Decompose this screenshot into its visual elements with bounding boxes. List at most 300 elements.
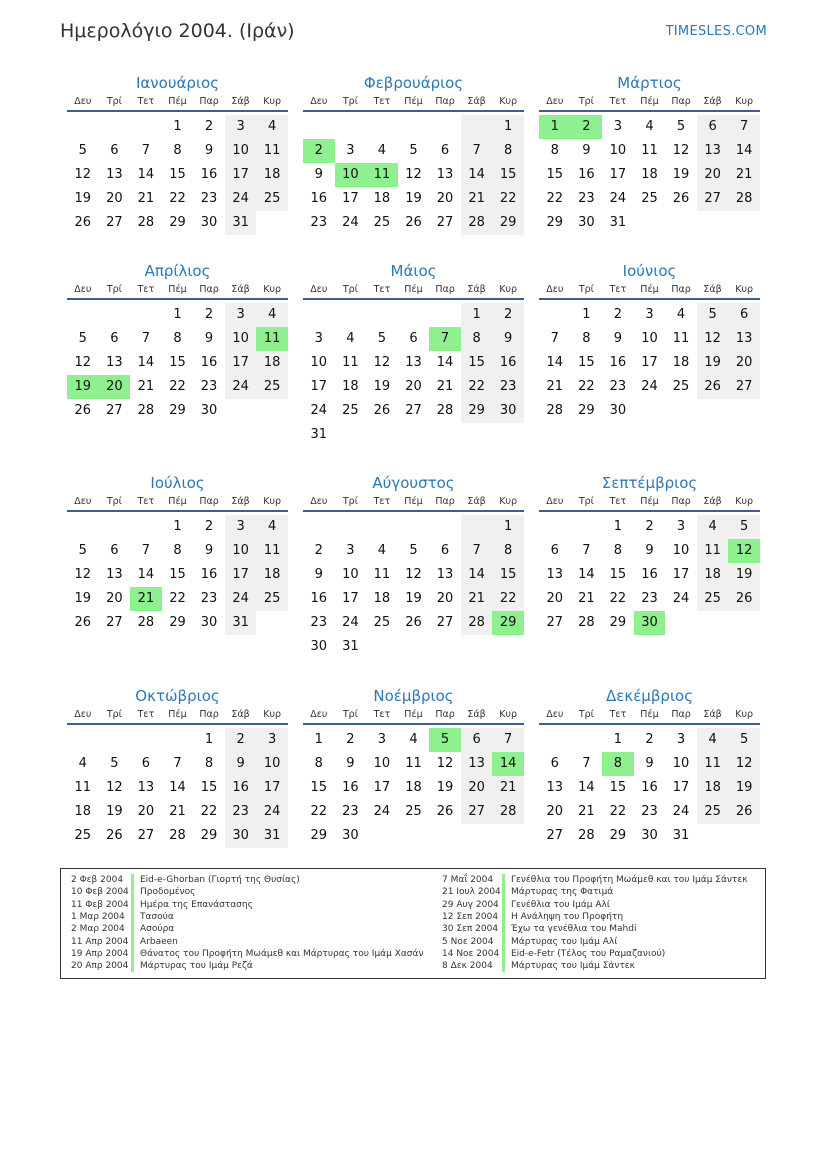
day-cell: 14 xyxy=(461,563,493,587)
empty-day-cell xyxy=(492,824,524,848)
day-cell: 29 xyxy=(609,828,627,843)
day-cell: 24 xyxy=(256,800,288,824)
day-cell: 27 xyxy=(697,187,729,211)
empty-day-cell xyxy=(335,303,367,327)
weekday-label: Δευ xyxy=(74,709,92,720)
day-cell: 26 xyxy=(74,615,92,630)
day-cell: 11 xyxy=(373,567,391,582)
day-cell: 2 xyxy=(314,543,323,558)
day-cell: 10 xyxy=(256,752,288,776)
weekday-label: Δευ xyxy=(310,709,328,720)
weekday-label: Τρί xyxy=(578,709,594,720)
day-cell: 9 xyxy=(225,752,257,776)
weekday-label: Σάβ xyxy=(467,284,486,295)
weekday-label: Τετ xyxy=(137,496,155,507)
empty-day-cell xyxy=(665,211,697,235)
day-cell: 21 xyxy=(137,191,155,206)
holiday-date: 30 Σεπ 2004 xyxy=(442,924,499,935)
holiday-row xyxy=(442,948,748,960)
day-cell: 13 xyxy=(728,327,760,351)
day-cell: 3 xyxy=(225,515,257,539)
days-grid xyxy=(539,515,760,635)
day-cell: 15 xyxy=(200,780,218,795)
day-cell: 14 xyxy=(137,355,155,370)
weekday-header xyxy=(303,94,524,112)
day-cell: 16 xyxy=(342,780,359,795)
weekday-label: Τρί xyxy=(342,284,358,295)
empty-day-cell xyxy=(398,515,430,539)
day-cell: 16 xyxy=(492,351,524,375)
empty-day-cell xyxy=(728,824,760,848)
holidays-list xyxy=(60,868,766,979)
day-cell: 6 xyxy=(550,543,559,558)
weekday-label: Δευ xyxy=(310,96,328,107)
day-cell: 13 xyxy=(137,780,155,795)
day-cell: 22 xyxy=(492,187,524,211)
holiday-date: 14 Νοε 2004 xyxy=(442,948,500,959)
weekday-label: Σάβ xyxy=(231,96,250,107)
weekday-label: Παρ xyxy=(199,496,219,507)
holiday-row xyxy=(71,911,423,923)
empty-day-cell xyxy=(225,399,257,423)
weekday-label: Πέμ xyxy=(404,496,423,507)
day-cell: 6 xyxy=(440,143,450,158)
month-title: Σεπτέμβριος xyxy=(601,474,698,492)
day-cell: 5 xyxy=(676,119,686,134)
day-cell: 8 xyxy=(602,752,634,776)
day-cell: 17 xyxy=(609,167,627,182)
day-cell: 11 xyxy=(366,163,398,187)
day-cell: 28 xyxy=(578,615,595,630)
day-cell: 9 xyxy=(645,756,654,771)
day-cell: 17 xyxy=(672,567,690,582)
day-cell: 29 xyxy=(578,403,595,418)
day-cell: 14 xyxy=(578,567,595,582)
empty-day-cell xyxy=(697,611,729,635)
day-cell: 25 xyxy=(697,800,729,824)
day-cell: 2 xyxy=(346,732,355,747)
day-cell: 21 xyxy=(137,379,155,394)
day-cell: 19 xyxy=(697,351,729,375)
weekday-label: Πέμ xyxy=(168,496,187,507)
holiday-marker xyxy=(131,899,134,911)
holiday-name: Ημέρα της Επανάστασης xyxy=(140,899,253,910)
empty-day-cell xyxy=(335,423,367,447)
day-cell: 18 xyxy=(256,163,288,187)
day-cell: 6 xyxy=(110,331,119,346)
day-cell: 23 xyxy=(342,804,359,819)
day-cell: 17 xyxy=(310,379,328,394)
weekday-label: Κυρ xyxy=(499,709,518,720)
day-cell: 9 xyxy=(204,143,214,158)
holiday-marker xyxy=(502,911,505,923)
empty-day-cell xyxy=(398,115,430,139)
day-cell: 21 xyxy=(436,379,454,394)
day-cell: 20 xyxy=(461,776,493,800)
empty-day-cell xyxy=(492,423,524,447)
day-cell: 20 xyxy=(436,191,454,206)
day-cell: 4 xyxy=(256,115,288,139)
day-cell: 9 xyxy=(645,543,654,558)
day-cell: 7 xyxy=(173,756,182,771)
day-cell: 5 xyxy=(728,728,760,752)
holiday-date: 8 Δεκ 2004 xyxy=(442,961,493,972)
day-cell: 22 xyxy=(169,191,186,206)
day-cell: 26 xyxy=(106,828,123,843)
day-cell: 2 xyxy=(204,307,214,322)
empty-day-cell xyxy=(335,115,367,139)
weekday-label: Παρ xyxy=(435,96,455,107)
day-cell: 6 xyxy=(110,143,119,158)
weekday-label: Παρ xyxy=(435,709,455,720)
day-cell: 1 xyxy=(539,115,571,139)
day-cell: 24 xyxy=(310,403,328,418)
holiday-date: 5 Νοε 2004 xyxy=(442,936,494,947)
empty-day-cell xyxy=(398,824,430,848)
day-cell: 23 xyxy=(200,591,218,606)
day-cell: 19 xyxy=(74,591,92,606)
day-cell: 9 xyxy=(582,143,591,158)
weekday-label: Κυρ xyxy=(499,284,518,295)
day-cell: 10 xyxy=(672,543,690,558)
page-title: Ημερολόγιο 2004. (Ιράν) xyxy=(60,20,295,42)
day-cell: 5 xyxy=(78,143,87,158)
day-cell: 16 xyxy=(200,167,218,182)
day-cell: 8 xyxy=(314,756,323,771)
day-cell: 12 xyxy=(74,355,92,370)
day-cell: 4 xyxy=(645,119,654,134)
day-cell: 24 xyxy=(225,375,257,399)
month-title: Απρίλιος xyxy=(144,262,211,280)
weekday-label: Σάβ xyxy=(703,96,722,107)
holiday-date: 12 Σεπ 2004 xyxy=(442,912,499,923)
holiday-marker xyxy=(502,899,505,911)
holiday-date: 19 Απρ 2004 xyxy=(71,948,129,959)
weekday-label: Πέμ xyxy=(168,709,187,720)
holiday-date: 1 Μαρ 2004 xyxy=(71,912,125,923)
weekday-label: Δευ xyxy=(546,496,564,507)
empty-day-cell xyxy=(99,515,131,539)
empty-day-cell xyxy=(697,211,729,235)
holiday-marker xyxy=(502,886,505,898)
day-cell: 23 xyxy=(492,375,524,399)
day-cell: 10 xyxy=(672,756,690,771)
day-cell: 9 xyxy=(314,167,323,182)
weekday-header xyxy=(539,494,760,512)
weekday-label: Δευ xyxy=(74,96,92,107)
days-grid xyxy=(303,303,524,447)
day-cell: 23 xyxy=(200,191,218,206)
empty-day-cell xyxy=(461,423,493,447)
weekday-label: Κυρ xyxy=(263,284,282,295)
day-cell: 19 xyxy=(436,780,454,795)
day-cell: 2 xyxy=(225,728,257,752)
day-cell: 3 xyxy=(346,143,355,158)
day-cell: 1 xyxy=(173,119,182,134)
day-cell: 15 xyxy=(310,780,328,795)
day-cell: 3 xyxy=(225,303,257,327)
empty-day-cell xyxy=(303,515,335,539)
holiday-name: Γενέθλια του Ιμάμ Αλί xyxy=(511,899,610,910)
weekday-label: Πέμ xyxy=(640,496,659,507)
day-cell: 22 xyxy=(609,804,627,819)
day-cell: 12 xyxy=(373,355,391,370)
day-cell: 23 xyxy=(609,379,627,394)
weekday-label: Τετ xyxy=(609,284,627,295)
day-cell: 29 xyxy=(546,215,564,230)
day-cell: 20 xyxy=(106,591,123,606)
day-cell: 1 xyxy=(204,732,214,747)
day-cell: 15 xyxy=(169,567,186,582)
holidays-column-left xyxy=(71,874,423,972)
holiday-name: Θάνατος του Προφήτη Μωάμεθ και Μάρτυρας του Ιμάμ Χασάν xyxy=(140,948,424,959)
empty-day-cell xyxy=(366,423,398,447)
day-cell: 14 xyxy=(137,567,155,582)
day-cell: 27 xyxy=(436,615,454,630)
day-cell: 10 xyxy=(225,539,257,563)
day-cell: 30 xyxy=(492,399,524,423)
day-cell: 7 xyxy=(141,543,151,558)
holiday-name: Arbaeen xyxy=(140,936,178,947)
day-cell: 9 xyxy=(346,756,355,771)
day-cell: 24 xyxy=(342,615,359,630)
day-cell: 2 xyxy=(204,119,214,134)
day-cell: 30 xyxy=(225,824,257,848)
days-grid xyxy=(303,115,524,235)
holiday-date: 7 Μαΐ 2004 xyxy=(442,875,494,886)
day-cell: 4 xyxy=(377,143,387,158)
day-cell: 27 xyxy=(546,615,564,630)
day-cell: 17 xyxy=(225,351,257,375)
day-cell: 25 xyxy=(672,379,690,394)
empty-day-cell xyxy=(99,303,131,327)
weekday-label: Τετ xyxy=(373,496,391,507)
day-cell: 29 xyxy=(200,828,218,843)
day-cell: 5 xyxy=(377,331,387,346)
weekday-label: Κυρ xyxy=(735,284,754,295)
weekday-label: Τρί xyxy=(106,96,122,107)
empty-day-cell xyxy=(398,303,430,327)
day-cell: 8 xyxy=(461,327,493,351)
empty-day-cell xyxy=(539,515,571,539)
empty-day-cell xyxy=(256,211,288,235)
day-cell: 1 xyxy=(461,303,493,327)
day-cell: 12 xyxy=(74,567,92,582)
day-cell: 28 xyxy=(578,828,595,843)
empty-day-cell xyxy=(697,399,729,423)
empty-day-cell xyxy=(429,115,461,139)
day-cell: 27 xyxy=(106,215,123,230)
month-block xyxy=(67,685,288,848)
weekday-label: Τετ xyxy=(137,709,155,720)
weekday-label: Τρί xyxy=(106,284,122,295)
weekday-label: Κυρ xyxy=(735,709,754,720)
empty-day-cell xyxy=(697,824,729,848)
month-block xyxy=(539,472,760,635)
day-cell: 13 xyxy=(546,780,564,795)
weekday-header xyxy=(67,707,288,725)
day-cell: 19 xyxy=(405,591,422,606)
day-cell: 28 xyxy=(461,611,493,635)
day-cell: 4 xyxy=(78,756,87,771)
weekday-label: Τρί xyxy=(342,709,358,720)
day-cell: 17 xyxy=(672,780,690,795)
day-cell: 15 xyxy=(169,167,186,182)
day-cell: 26 xyxy=(74,215,92,230)
day-cell: 11 xyxy=(672,331,690,346)
day-cell: 24 xyxy=(672,804,690,819)
day-cell: 13 xyxy=(461,752,493,776)
holiday-date: 11 Απρ 2004 xyxy=(71,936,129,947)
holiday-marker xyxy=(131,886,134,898)
empty-day-cell xyxy=(366,303,398,327)
empty-day-cell xyxy=(461,824,493,848)
holiday-row xyxy=(442,886,748,898)
holiday-marker xyxy=(502,935,505,947)
day-cell: 19 xyxy=(405,191,422,206)
weekday-label: Τρί xyxy=(578,284,594,295)
day-cell: 8 xyxy=(173,331,182,346)
day-cell: 23 xyxy=(641,591,658,606)
day-cell: 8 xyxy=(550,143,559,158)
day-cell: 29 xyxy=(169,215,186,230)
day-cell: 21 xyxy=(461,587,493,611)
day-cell: 20 xyxy=(546,591,564,606)
empty-day-cell xyxy=(571,728,603,752)
day-cell: 25 xyxy=(373,215,391,230)
weekday-label: Τρί xyxy=(578,496,594,507)
day-cell: 28 xyxy=(137,615,155,630)
day-cell: 14 xyxy=(169,780,186,795)
holiday-marker xyxy=(131,935,134,947)
day-cell: 18 xyxy=(342,379,359,394)
month-block xyxy=(303,72,524,235)
empty-day-cell xyxy=(492,635,524,659)
days-grid xyxy=(539,728,760,848)
holiday-marker xyxy=(502,960,505,972)
holiday-row xyxy=(442,911,748,923)
days-grid xyxy=(539,115,760,235)
day-cell: 2 xyxy=(204,519,214,534)
weekday-header xyxy=(67,494,288,512)
day-cell: 22 xyxy=(169,591,186,606)
day-cell: 13 xyxy=(106,355,123,370)
holiday-row xyxy=(71,923,423,935)
day-cell: 12 xyxy=(728,752,760,776)
day-cell: 18 xyxy=(373,191,391,206)
day-cell: 5 xyxy=(697,303,729,327)
empty-day-cell xyxy=(571,515,603,539)
weekday-label: Πέμ xyxy=(404,709,423,720)
day-cell: 16 xyxy=(200,567,218,582)
month-block xyxy=(67,260,288,423)
empty-day-cell xyxy=(303,303,335,327)
holidays-column-right xyxy=(442,874,748,972)
day-cell: 5 xyxy=(409,543,418,558)
day-cell: 11 xyxy=(697,539,729,563)
holiday-row xyxy=(442,960,748,972)
holiday-name: Μάρτυρας του Ιμάμ Αλί xyxy=(511,936,618,947)
day-cell: 18 xyxy=(697,776,729,800)
day-cell: 23 xyxy=(578,191,595,206)
day-cell: 28 xyxy=(492,800,524,824)
day-cell: 17 xyxy=(641,355,658,370)
weekday-header xyxy=(303,282,524,300)
day-cell: 13 xyxy=(546,567,564,582)
empty-day-cell xyxy=(728,399,760,423)
holiday-marker xyxy=(131,960,134,972)
day-cell: 19 xyxy=(728,776,760,800)
day-cell: 9 xyxy=(204,331,214,346)
day-cell: 23 xyxy=(310,615,328,630)
day-cell: 13 xyxy=(697,139,729,163)
month-title: Μάρτιος xyxy=(617,74,682,92)
days-grid xyxy=(539,303,760,423)
day-cell: 1 xyxy=(173,307,182,322)
day-cell: 25 xyxy=(373,615,391,630)
day-cell: 3 xyxy=(676,519,686,534)
month-title: Ιανουάριος xyxy=(135,74,219,92)
day-cell: 30 xyxy=(634,611,666,635)
empty-day-cell xyxy=(429,423,461,447)
day-cell: 28 xyxy=(461,211,493,235)
holiday-row xyxy=(71,935,423,947)
holiday-name: Μάρτυρας του Ιμάμ Ρεζά xyxy=(140,961,253,972)
day-cell: 27 xyxy=(106,403,123,418)
day-cell: 18 xyxy=(256,351,288,375)
day-cell: 29 xyxy=(492,611,524,635)
day-cell: 15 xyxy=(609,780,627,795)
day-cell: 19 xyxy=(672,167,690,182)
empty-day-cell xyxy=(728,611,760,635)
month-title: Αύγουστος xyxy=(372,474,455,492)
day-cell: 19 xyxy=(106,804,123,819)
day-cell: 28 xyxy=(728,187,760,211)
weekday-label: Τετ xyxy=(373,709,391,720)
day-cell: 18 xyxy=(641,167,658,182)
day-cell: 23 xyxy=(225,800,257,824)
holiday-name: Προδομένος xyxy=(140,887,196,898)
holiday-row xyxy=(71,948,423,960)
day-cell: 11 xyxy=(405,756,422,771)
day-cell: 30 xyxy=(200,615,218,630)
site-link[interactable]: TIMESLES.COM xyxy=(665,24,767,39)
day-cell: 9 xyxy=(492,327,524,351)
day-cell: 11 xyxy=(641,143,658,158)
day-cell: 6 xyxy=(728,303,760,327)
weekday-label: Παρ xyxy=(671,96,691,107)
weekday-label: Σάβ xyxy=(231,496,250,507)
day-cell: 1 xyxy=(582,307,591,322)
day-cell: 12 xyxy=(436,756,454,771)
day-cell: 12 xyxy=(106,780,123,795)
day-cell: 22 xyxy=(310,804,328,819)
weekday-label: Δευ xyxy=(546,709,564,720)
holiday-row xyxy=(442,923,748,935)
weekday-label: Δευ xyxy=(74,284,92,295)
weekday-header xyxy=(67,282,288,300)
day-cell: 7 xyxy=(141,331,151,346)
day-cell: 27 xyxy=(405,403,422,418)
day-cell: 2 xyxy=(492,303,524,327)
day-cell: 1 xyxy=(492,515,524,539)
weekday-label: Σάβ xyxy=(467,496,486,507)
day-cell: 3 xyxy=(645,307,654,322)
weekday-label: Πέμ xyxy=(168,96,187,107)
empty-day-cell xyxy=(99,728,131,752)
day-cell: 23 xyxy=(200,379,218,394)
day-cell: 4 xyxy=(697,728,729,752)
